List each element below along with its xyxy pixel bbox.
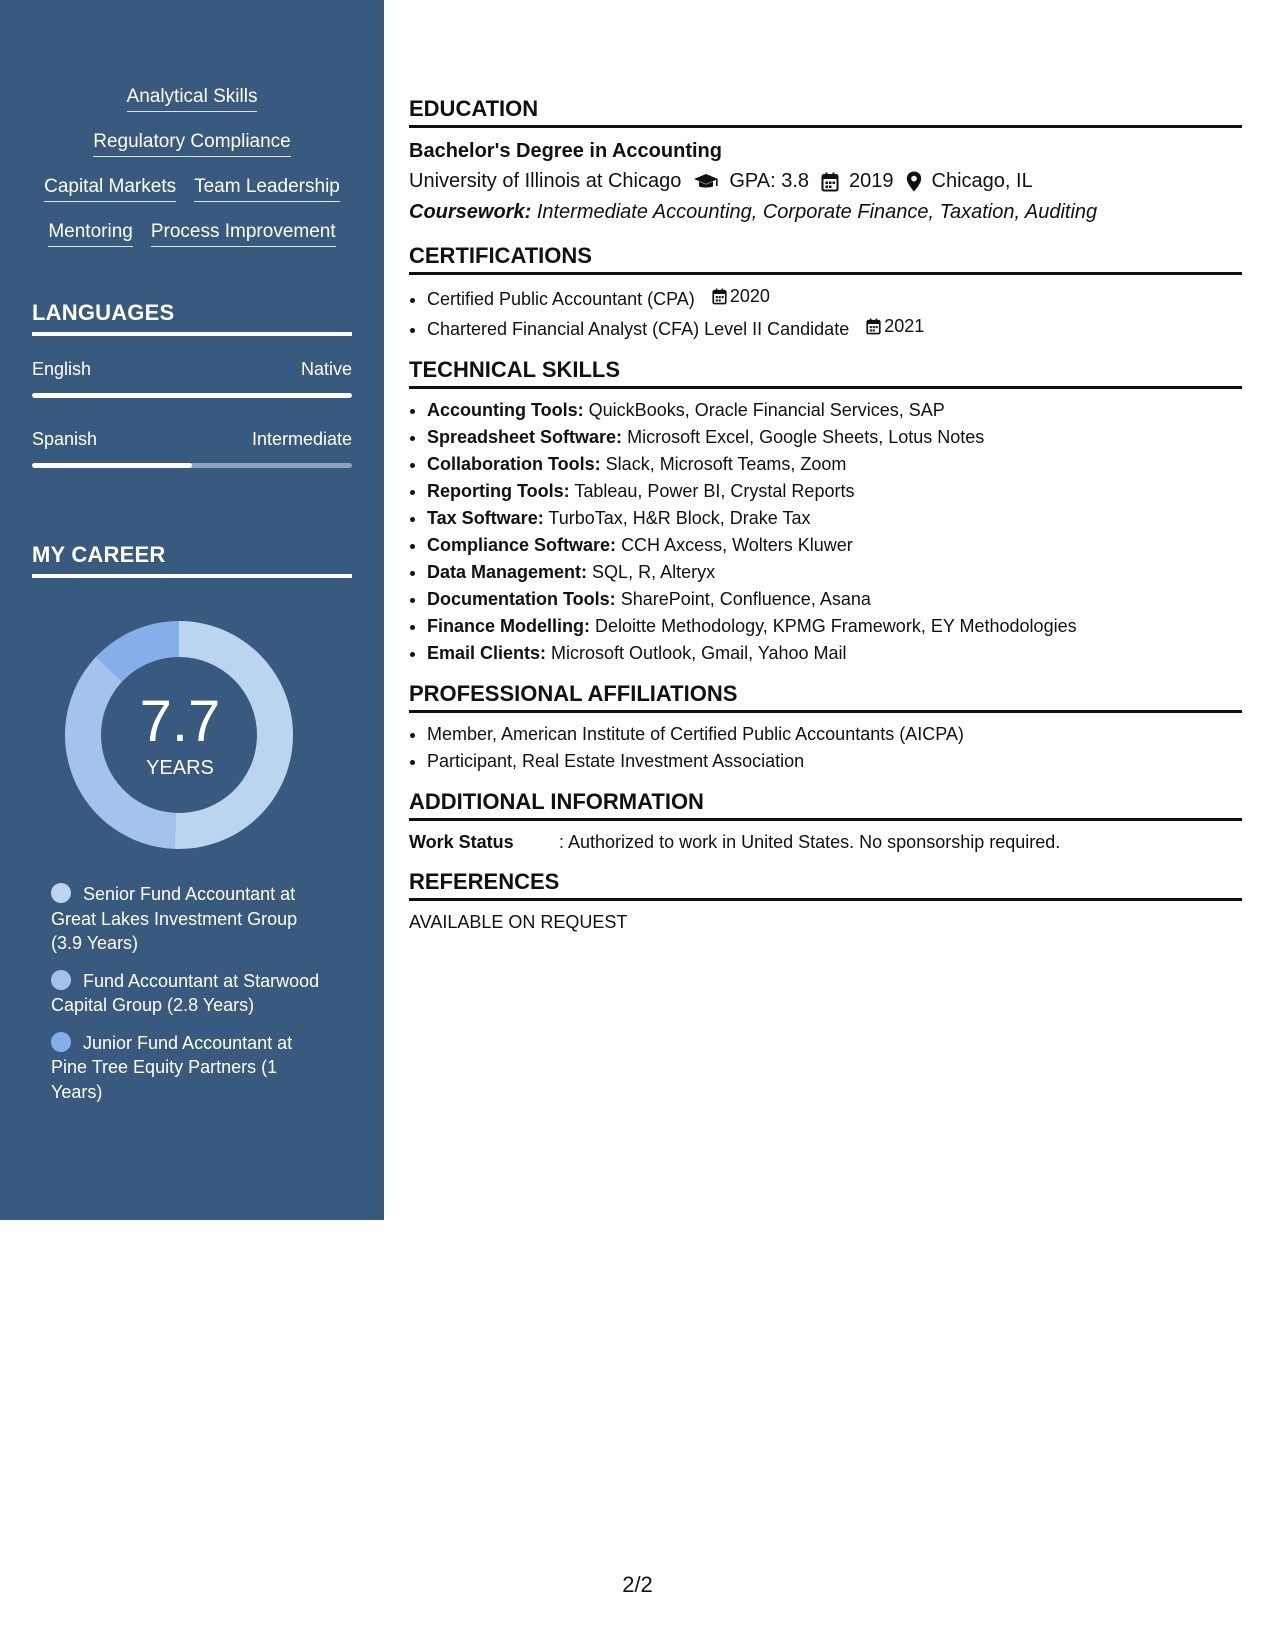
- skill-category: Data Management:: [427, 562, 588, 582]
- career-dot-icon: [51, 970, 71, 990]
- references-heading: REFERENCES: [409, 869, 1242, 901]
- skill-values: Tableau, Power BI, Crystal Reports: [574, 481, 855, 501]
- education-heading: EDUCATION: [409, 96, 1242, 128]
- certification-name: Chartered Financial Analyst (CFA) Level II Candidate: [427, 319, 850, 339]
- language-bar: [32, 463, 352, 468]
- affiliations-list: [409, 721, 1242, 775]
- references-section: [409, 869, 1242, 935]
- school-name: University of Illinois at Chicago: [409, 170, 682, 192]
- skill-category: Documentation Tools:: [427, 589, 616, 609]
- page-number: 2/2: [622, 1572, 653, 1597]
- technical-skills-list: [409, 397, 1242, 667]
- career-item: [51, 969, 321, 1018]
- affiliations-section: [409, 681, 1242, 775]
- skill-category: Reporting Tools:: [427, 481, 570, 501]
- language-bar: [32, 393, 352, 398]
- language-bar-fill: [32, 393, 352, 398]
- certifications-list: [409, 283, 1242, 343]
- career-years-label: YEARS: [146, 757, 214, 779]
- skill-category: Finance Modelling:: [427, 616, 591, 636]
- additional-info-section: [409, 789, 1242, 855]
- certifications-heading: CERTIFICATIONS: [409, 243, 1242, 275]
- coursework-list: Intermediate Accounting, Corporate Finance, Taxation, Auditing: [536, 201, 1098, 223]
- languages-heading: LANGUAGES: [32, 300, 352, 336]
- language-english: [32, 357, 352, 398]
- additional-info-heading: ADDITIONAL INFORMATION: [409, 789, 1242, 821]
- career-item-text: Senior Fund Accountant at Great Lakes Investment Group (3.9 Years): [51, 884, 298, 953]
- career-total-years: 7.7: [139, 689, 221, 754]
- work-status-label: Work Status: [409, 832, 514, 852]
- list-item: [427, 283, 1242, 313]
- skill-category: Email Clients:: [427, 643, 547, 663]
- education-section: [409, 96, 1242, 227]
- affiliations-heading: PROFESSIONAL AFFILIATIONS: [409, 681, 1242, 713]
- certification-year: 2020: [729, 286, 770, 306]
- list-item: [427, 559, 1242, 586]
- language-level: Intermediate: [251, 429, 352, 449]
- skill-category: Spreadsheet Software:: [427, 427, 623, 447]
- career-item: [51, 882, 321, 956]
- degree-title: Bachelor's Degree in Accounting: [409, 140, 722, 162]
- list-item: [427, 478, 1242, 505]
- graduation-cap-icon: [693, 172, 719, 192]
- list-item: [427, 424, 1242, 451]
- career-item-text: Junior Fund Accountant at Pine Tree Equity Partners (1 Years): [51, 1032, 293, 1102]
- language-name: English: [32, 359, 92, 379]
- skill-values: QuickBooks, Oracle Financial Services, SAP: [588, 400, 945, 420]
- main-content: [409, 96, 1242, 935]
- school-location: Chicago, IL: [931, 170, 1033, 192]
- coursework: [409, 197, 1242, 227]
- language-bar-fill: [32, 463, 192, 468]
- list-item: [427, 451, 1242, 478]
- skill-values: SharePoint, Confluence, Asana: [620, 589, 871, 609]
- career-item-text: Fund Accountant at Starwood Capital Group (2.8 Years): [51, 970, 320, 1015]
- skill-values: SQL, R, Alteryx: [592, 562, 716, 582]
- technical-skills-section: [409, 357, 1242, 667]
- calendar-icon: [866, 318, 881, 335]
- skill-category: Collaboration Tools:: [427, 454, 601, 474]
- list-item: [427, 313, 1242, 343]
- language-name: Spanish: [32, 429, 98, 449]
- certification-name: Certified Public Accountant (CPA): [427, 289, 695, 309]
- skill-values: Deloitte Methodology, KPMG Framework, EY Methodologies: [595, 616, 1077, 636]
- skill-tag: Process Improvement: [151, 219, 336, 247]
- skill-values: Microsoft Excel, Google Sheets, Lotus Notes: [627, 427, 985, 447]
- list-item: [427, 586, 1242, 613]
- gpa: GPA: 3.8: [729, 170, 810, 192]
- skill-values: Slack, Microsoft Teams, Zoom: [605, 454, 847, 474]
- sidebar: [0, 0, 384, 1220]
- language-spanish: [32, 427, 352, 468]
- skill-values: CCH Axcess, Wolters Kluwer: [621, 535, 853, 555]
- skill-category: Compliance Software:: [427, 535, 617, 555]
- career-item: [51, 1031, 321, 1105]
- list-item: [427, 640, 1242, 667]
- skill-tag: Regulatory Compliance: [93, 129, 291, 157]
- skill-tag: Capital Markets: [44, 174, 176, 202]
- list-item: • Participant, Real Estate Investment Association: [427, 748, 1242, 775]
- graduation-year: 2019: [849, 170, 894, 192]
- career-dot-icon: [51, 1032, 71, 1052]
- list-item: • Member, American Institute of Certified Public Accountants (AICPA): [427, 721, 1242, 748]
- calendar-icon: [712, 288, 727, 305]
- work-status-value: : Authorized to work in United States. No sponsorship required.: [559, 832, 1061, 852]
- list-item: [427, 397, 1242, 424]
- skill-category: Tax Software:: [427, 508, 544, 528]
- skill-tag: Mentoring: [48, 219, 133, 247]
- list-item: [427, 532, 1242, 559]
- language-level: Native: [300, 359, 352, 379]
- career-dot-icon: [51, 883, 71, 903]
- coursework-label: Coursework:: [409, 201, 532, 223]
- list-item: [427, 613, 1242, 640]
- skill-category: Accounting Tools:: [427, 400, 584, 420]
- location-pin-icon: [906, 171, 922, 192]
- career-heading: MY CAREER: [32, 542, 352, 578]
- skill-values: Microsoft Outlook, Gmail, Yahoo Mail: [551, 643, 847, 663]
- career-list: [51, 882, 321, 1117]
- skill-tag: Analytical Skills: [127, 84, 258, 112]
- list-item: [427, 505, 1242, 532]
- technical-skills-heading: TECHNICAL SKILLS: [409, 357, 1242, 389]
- skill-values: TurboTax, H&R Block, Drake Tax: [548, 508, 811, 528]
- references-text: AVAILABLE ON REQUEST: [409, 912, 628, 932]
- certifications-section: [409, 243, 1242, 343]
- skill-tag: Team Leadership: [194, 174, 340, 202]
- calendar-icon: [821, 172, 839, 192]
- certification-year: 2021: [884, 316, 925, 336]
- skills-list: [32, 84, 352, 264]
